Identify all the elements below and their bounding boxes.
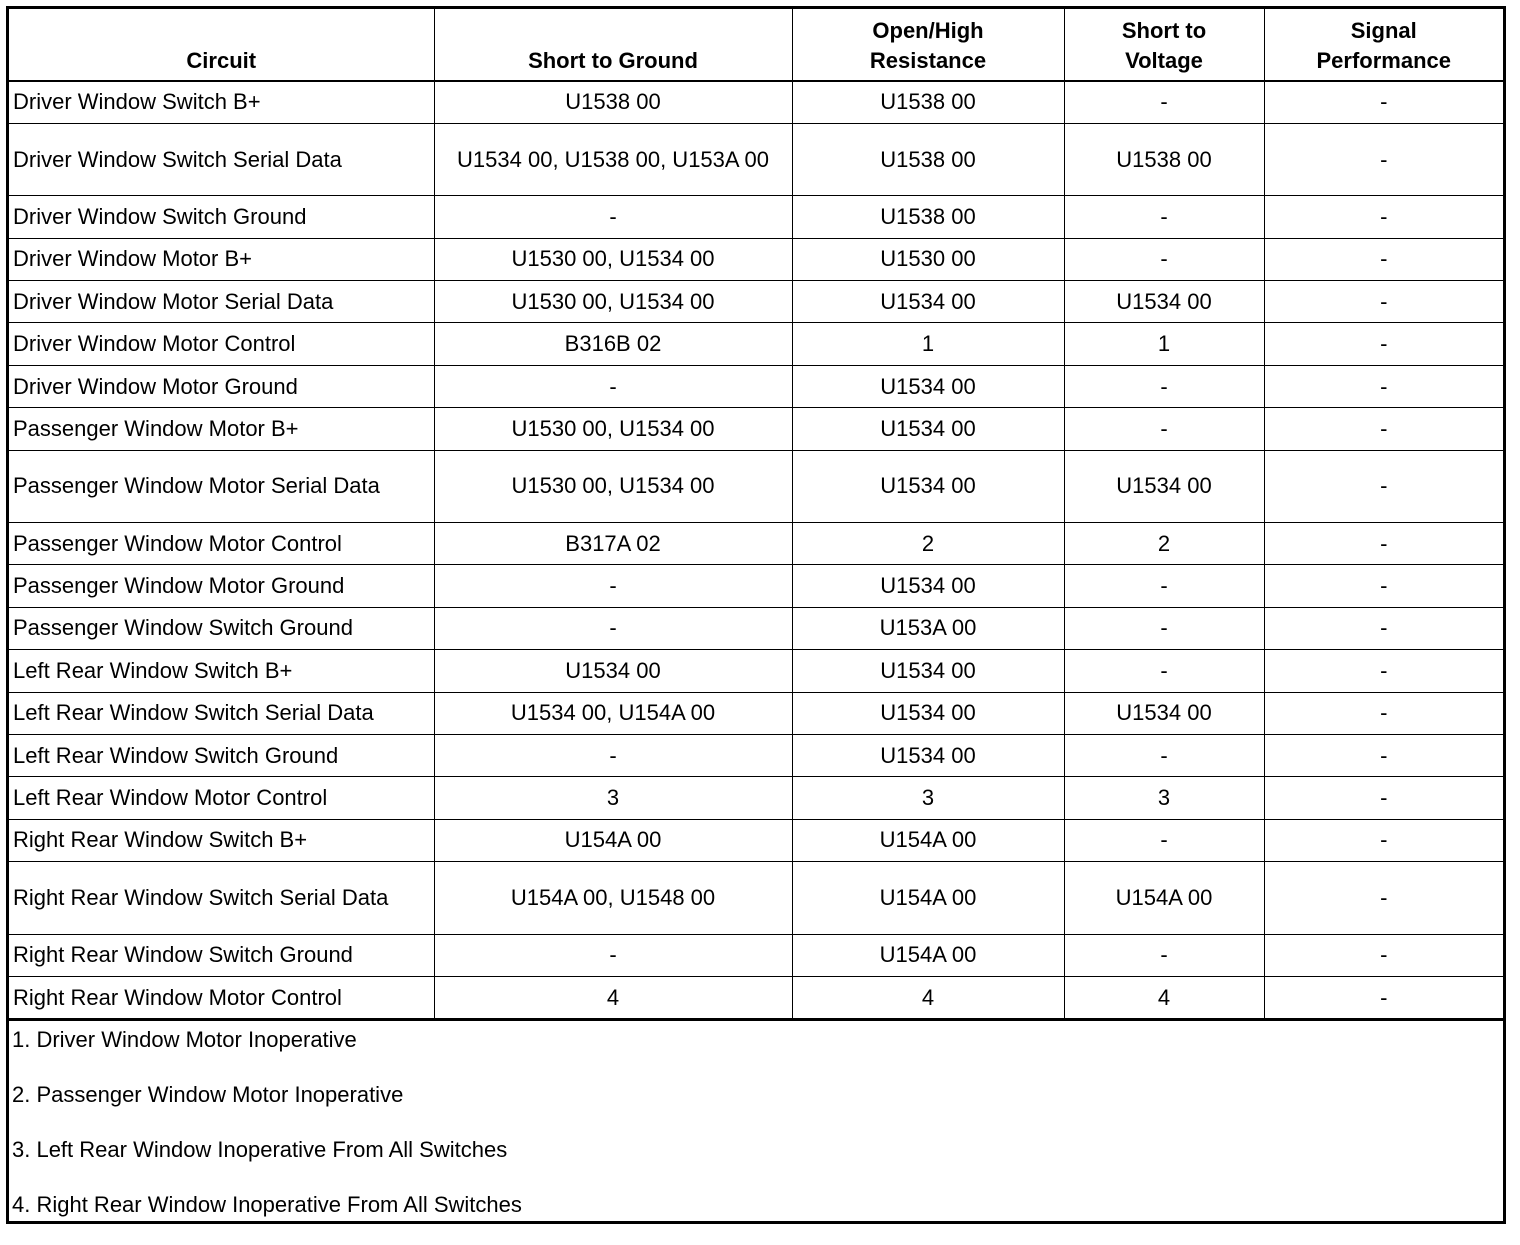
cell-signal-performance: - (1264, 734, 1503, 776)
cell-open-high-resistance: U1534 00 (792, 692, 1064, 734)
footnotes (9, 1019, 1503, 1245)
cell-short-to-ground: U1538 00 (434, 81, 792, 123)
table-row (9, 976, 1503, 1018)
cell-open-high-resistance: U1538 00 (792, 123, 1064, 195)
cell-open-high-resistance: U1538 00 (792, 81, 1064, 123)
dtc-table (9, 9, 1503, 1019)
table-row (9, 734, 1503, 776)
cell-open-high-resistance: 3 (792, 777, 1064, 819)
cell-short-to-ground: B317A 02 (434, 523, 792, 565)
cell-signal-performance: - (1264, 523, 1503, 565)
cell-signal-performance: - (1264, 565, 1503, 607)
cell-circuit: Driver Window Switch B+ (9, 81, 434, 123)
cell-short-to-ground: U1530 00, U1534 00 (434, 450, 792, 522)
cell-signal-performance: - (1264, 323, 1503, 365)
cell-circuit: Passenger Window Motor Serial Data (9, 450, 434, 522)
cell-signal-performance: - (1264, 934, 1503, 976)
cell-circuit: Passenger Window Motor Control (9, 523, 434, 565)
table-row (9, 238, 1503, 280)
cell-short-to-voltage: - (1064, 238, 1264, 280)
cell-signal-performance: - (1264, 976, 1503, 1018)
table-row (9, 565, 1503, 607)
header-short-to-voltage: Short to Voltage (1064, 9, 1264, 81)
table-row (9, 607, 1503, 649)
cell-signal-performance: - (1264, 281, 1503, 323)
cell-open-high-resistance: U1534 00 (792, 281, 1064, 323)
cell-signal-performance: - (1264, 692, 1503, 734)
cell-short-to-ground: - (434, 565, 792, 607)
table-row (9, 323, 1503, 365)
cell-circuit: Driver Window Switch Ground (9, 196, 434, 238)
cell-open-high-resistance: 4 (792, 976, 1064, 1018)
cell-circuit: Right Rear Window Switch B+ (9, 819, 434, 861)
table-row (9, 123, 1503, 195)
cell-open-high-resistance: U1534 00 (792, 408, 1064, 450)
table-row (9, 650, 1503, 692)
cell-circuit: Left Rear Window Motor Control (9, 777, 434, 819)
cell-short-to-ground: U154A 00 (434, 819, 792, 861)
cell-signal-performance: - (1264, 777, 1503, 819)
cell-circuit: Right Rear Window Switch Serial Data (9, 862, 434, 934)
cell-open-high-resistance: U154A 00 (792, 934, 1064, 976)
cell-short-to-voltage: - (1064, 934, 1264, 976)
cell-circuit: Right Rear Window Motor Control (9, 976, 434, 1018)
cell-open-high-resistance: U1534 00 (792, 450, 1064, 522)
cell-open-high-resistance: 2 (792, 523, 1064, 565)
table-row (9, 862, 1503, 934)
footnote: 1. Driver Window Motor Inoperative (12, 1027, 357, 1053)
cell-short-to-ground: U1530 00, U1534 00 (434, 281, 792, 323)
cell-short-to-voltage: - (1064, 650, 1264, 692)
table-row (9, 692, 1503, 734)
header-signal-performance: Signal Performance (1264, 9, 1503, 81)
cell-signal-performance: - (1264, 196, 1503, 238)
cell-short-to-ground: U1534 00, U1538 00, U153A 00 (434, 123, 792, 195)
cell-circuit: Driver Window Motor Control (9, 323, 434, 365)
cell-short-to-ground: U154A 00, U1548 00 (434, 862, 792, 934)
cell-short-to-voltage: U154A 00 (1064, 862, 1264, 934)
cell-open-high-resistance: U154A 00 (792, 819, 1064, 861)
cell-circuit: Passenger Window Motor B+ (9, 408, 434, 450)
cell-signal-performance: - (1264, 450, 1503, 522)
cell-short-to-voltage: 1 (1064, 323, 1264, 365)
cell-circuit: Driver Window Switch Serial Data (9, 123, 434, 195)
cell-short-to-voltage: U1538 00 (1064, 123, 1264, 195)
cell-circuit: Passenger Window Switch Ground (9, 607, 434, 649)
cell-short-to-voltage: - (1064, 565, 1264, 607)
cell-signal-performance: - (1264, 408, 1503, 450)
cell-short-to-ground: U1530 00, U1534 00 (434, 238, 792, 280)
table-row (9, 408, 1503, 450)
cell-signal-performance: - (1264, 819, 1503, 861)
cell-short-to-voltage: - (1064, 607, 1264, 649)
table-row (9, 196, 1503, 238)
footnote: 3. Left Rear Window Inoperative From All Switches (12, 1137, 508, 1163)
cell-short-to-voltage: 2 (1064, 523, 1264, 565)
cell-circuit: Left Rear Window Switch Serial Data (9, 692, 434, 734)
table-row (9, 934, 1503, 976)
dtc-table-frame (6, 6, 1506, 1224)
footnote: 4. Right Rear Window Inoperative From All Switches (12, 1192, 522, 1218)
header-open-high-resistance: Open/High Resistance (792, 9, 1064, 81)
cell-open-high-resistance: U1530 00 (792, 238, 1064, 280)
cell-short-to-voltage: U1534 00 (1064, 281, 1264, 323)
cell-short-to-ground: 4 (434, 976, 792, 1018)
cell-signal-performance: - (1264, 81, 1503, 123)
table-header-row (9, 9, 1503, 81)
cell-signal-performance: - (1264, 365, 1503, 407)
cell-short-to-voltage: - (1064, 196, 1264, 238)
cell-open-high-resistance: U153A 00 (792, 607, 1064, 649)
cell-short-to-ground: U1534 00, U154A 00 (434, 692, 792, 734)
cell-short-to-voltage: - (1064, 734, 1264, 776)
cell-short-to-voltage: - (1064, 408, 1264, 450)
header-circuit: Circuit (9, 9, 434, 81)
table-row (9, 365, 1503, 407)
cell-short-to-ground: U1530 00, U1534 00 (434, 408, 792, 450)
table-row (9, 819, 1503, 861)
cell-short-to-voltage: 3 (1064, 777, 1264, 819)
cell-short-to-ground: - (434, 607, 792, 649)
cell-circuit: Passenger Window Motor Ground (9, 565, 434, 607)
table-row (9, 777, 1503, 819)
cell-circuit: Right Rear Window Switch Ground (9, 934, 434, 976)
cell-signal-performance: - (1264, 862, 1503, 934)
cell-open-high-resistance: U1534 00 (792, 734, 1064, 776)
cell-circuit: Left Rear Window Switch Ground (9, 734, 434, 776)
cell-short-to-ground: 3 (434, 777, 792, 819)
cell-short-to-ground: - (434, 734, 792, 776)
cell-signal-performance: - (1264, 238, 1503, 280)
header-short-to-ground: Short to Ground (434, 9, 792, 81)
table-row (9, 81, 1503, 123)
cell-signal-performance: - (1264, 607, 1503, 649)
cell-short-to-ground: - (434, 934, 792, 976)
cell-open-high-resistance: U1534 00 (792, 650, 1064, 692)
cell-circuit: Driver Window Motor B+ (9, 238, 434, 280)
cell-short-to-voltage: U1534 00 (1064, 692, 1264, 734)
cell-open-high-resistance: 1 (792, 323, 1064, 365)
table-row (9, 523, 1503, 565)
cell-signal-performance: - (1264, 123, 1503, 195)
cell-circuit: Left Rear Window Switch B+ (9, 650, 434, 692)
cell-open-high-resistance: U1534 00 (792, 365, 1064, 407)
cell-short-to-voltage: - (1064, 365, 1264, 407)
footnote: 2. Passenger Window Motor Inoperative (12, 1082, 404, 1108)
cell-short-to-ground: U1534 00 (434, 650, 792, 692)
cell-short-to-ground: B316B 02 (434, 323, 792, 365)
cell-short-to-voltage: 4 (1064, 976, 1264, 1018)
cell-circuit: Driver Window Motor Ground (9, 365, 434, 407)
cell-circuit: Driver Window Motor Serial Data (9, 281, 434, 323)
cell-short-to-ground: - (434, 196, 792, 238)
cell-open-high-resistance: U154A 00 (792, 862, 1064, 934)
table-row (9, 450, 1503, 522)
cell-short-to-voltage: - (1064, 819, 1264, 861)
cell-open-high-resistance: U1538 00 (792, 196, 1064, 238)
cell-short-to-ground: - (434, 365, 792, 407)
cell-signal-performance: - (1264, 650, 1503, 692)
cell-short-to-voltage: - (1064, 81, 1264, 123)
table-row (9, 281, 1503, 323)
cell-open-high-resistance: U1534 00 (792, 565, 1064, 607)
cell-short-to-voltage: U1534 00 (1064, 450, 1264, 522)
